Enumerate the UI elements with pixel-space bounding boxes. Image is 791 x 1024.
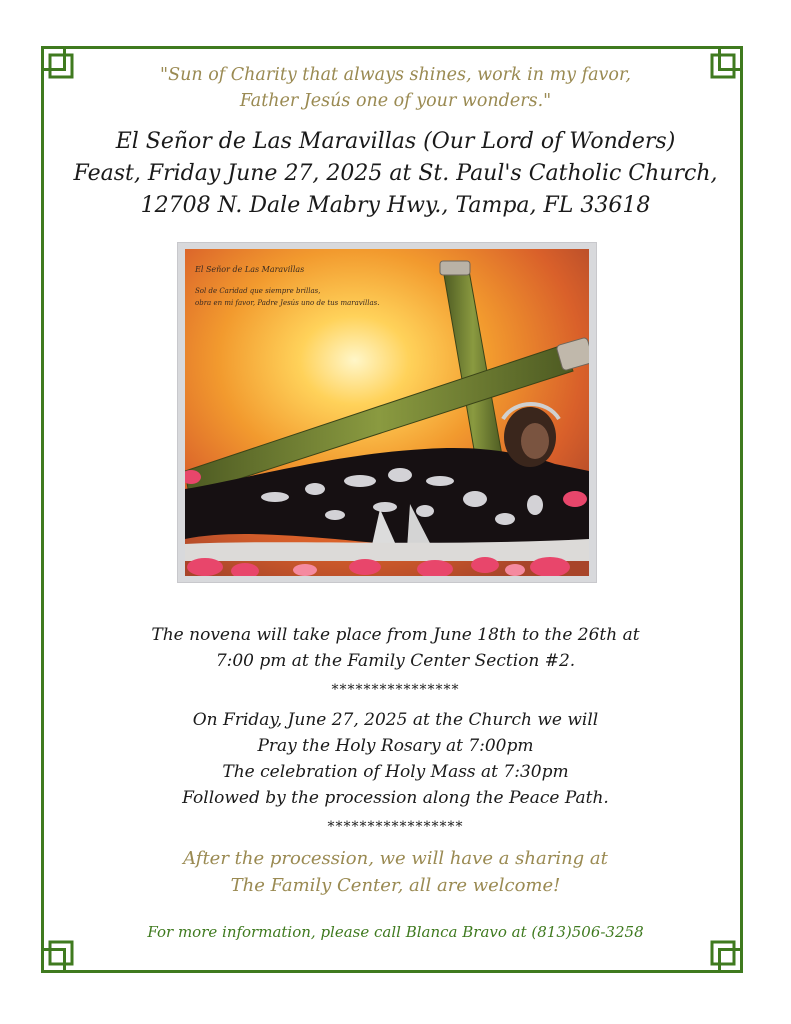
feast-line-3-mass: The celebration of Holy Mass at 7:30pm <box>222 762 569 782</box>
quote-line-2: Father Jesús one of your wonders." <box>239 91 552 111</box>
photo-caption-line-2: obra en mi favor, Padre Jesús uno de tus maravillas. <box>195 299 380 307</box>
lord-of-wonders-photo <box>185 249 589 576</box>
heading-address-line: 12708 N. Dale Mabry Hwy., Tampa, FL 33618 <box>140 193 651 218</box>
separator-1: **************** <box>331 682 460 698</box>
heading-title: El Señor de Las Maravillas (Our Lord of Wonders) <box>115 129 676 154</box>
feast-line-1: On Friday, June 27, 2025 at the Church we will <box>192 710 599 730</box>
novena-line-2: 7:00 pm at the Family Center Section #2. <box>215 651 576 671</box>
photo-caption-line-1: Sol de Caridad que siempre brillas, <box>195 287 321 295</box>
feast-line-2-rosary: Pray the Holy Rosary at 7:00pm <box>257 736 534 756</box>
heading-feast-line: Feast, Friday June 27, 2025 at St. Paul's Catholic Church, <box>73 161 718 186</box>
sharing-line-2: The Family Center, all are welcome! <box>230 875 561 896</box>
feast-line-4-procession: Followed by the procession along the Peace Path. <box>182 788 609 808</box>
photo-frame <box>178 243 596 582</box>
border-top <box>63 46 728 49</box>
border-bottom <box>63 970 728 973</box>
quote-line-1: "Sun of Charity that always shines, work in my favor, <box>160 65 631 85</box>
novena-line-1: The novena will take place from June 18th to the 26th at <box>151 625 640 645</box>
separator-2: ***************** <box>327 819 464 835</box>
photo-caption-title: El Señor de Las Maravillas <box>195 265 305 274</box>
sharing-line-1: After the procession, we will have a sharing at <box>183 848 608 869</box>
contact-info: For more information, please call Blanca Bravo at (813)506-3258 <box>147 923 644 941</box>
